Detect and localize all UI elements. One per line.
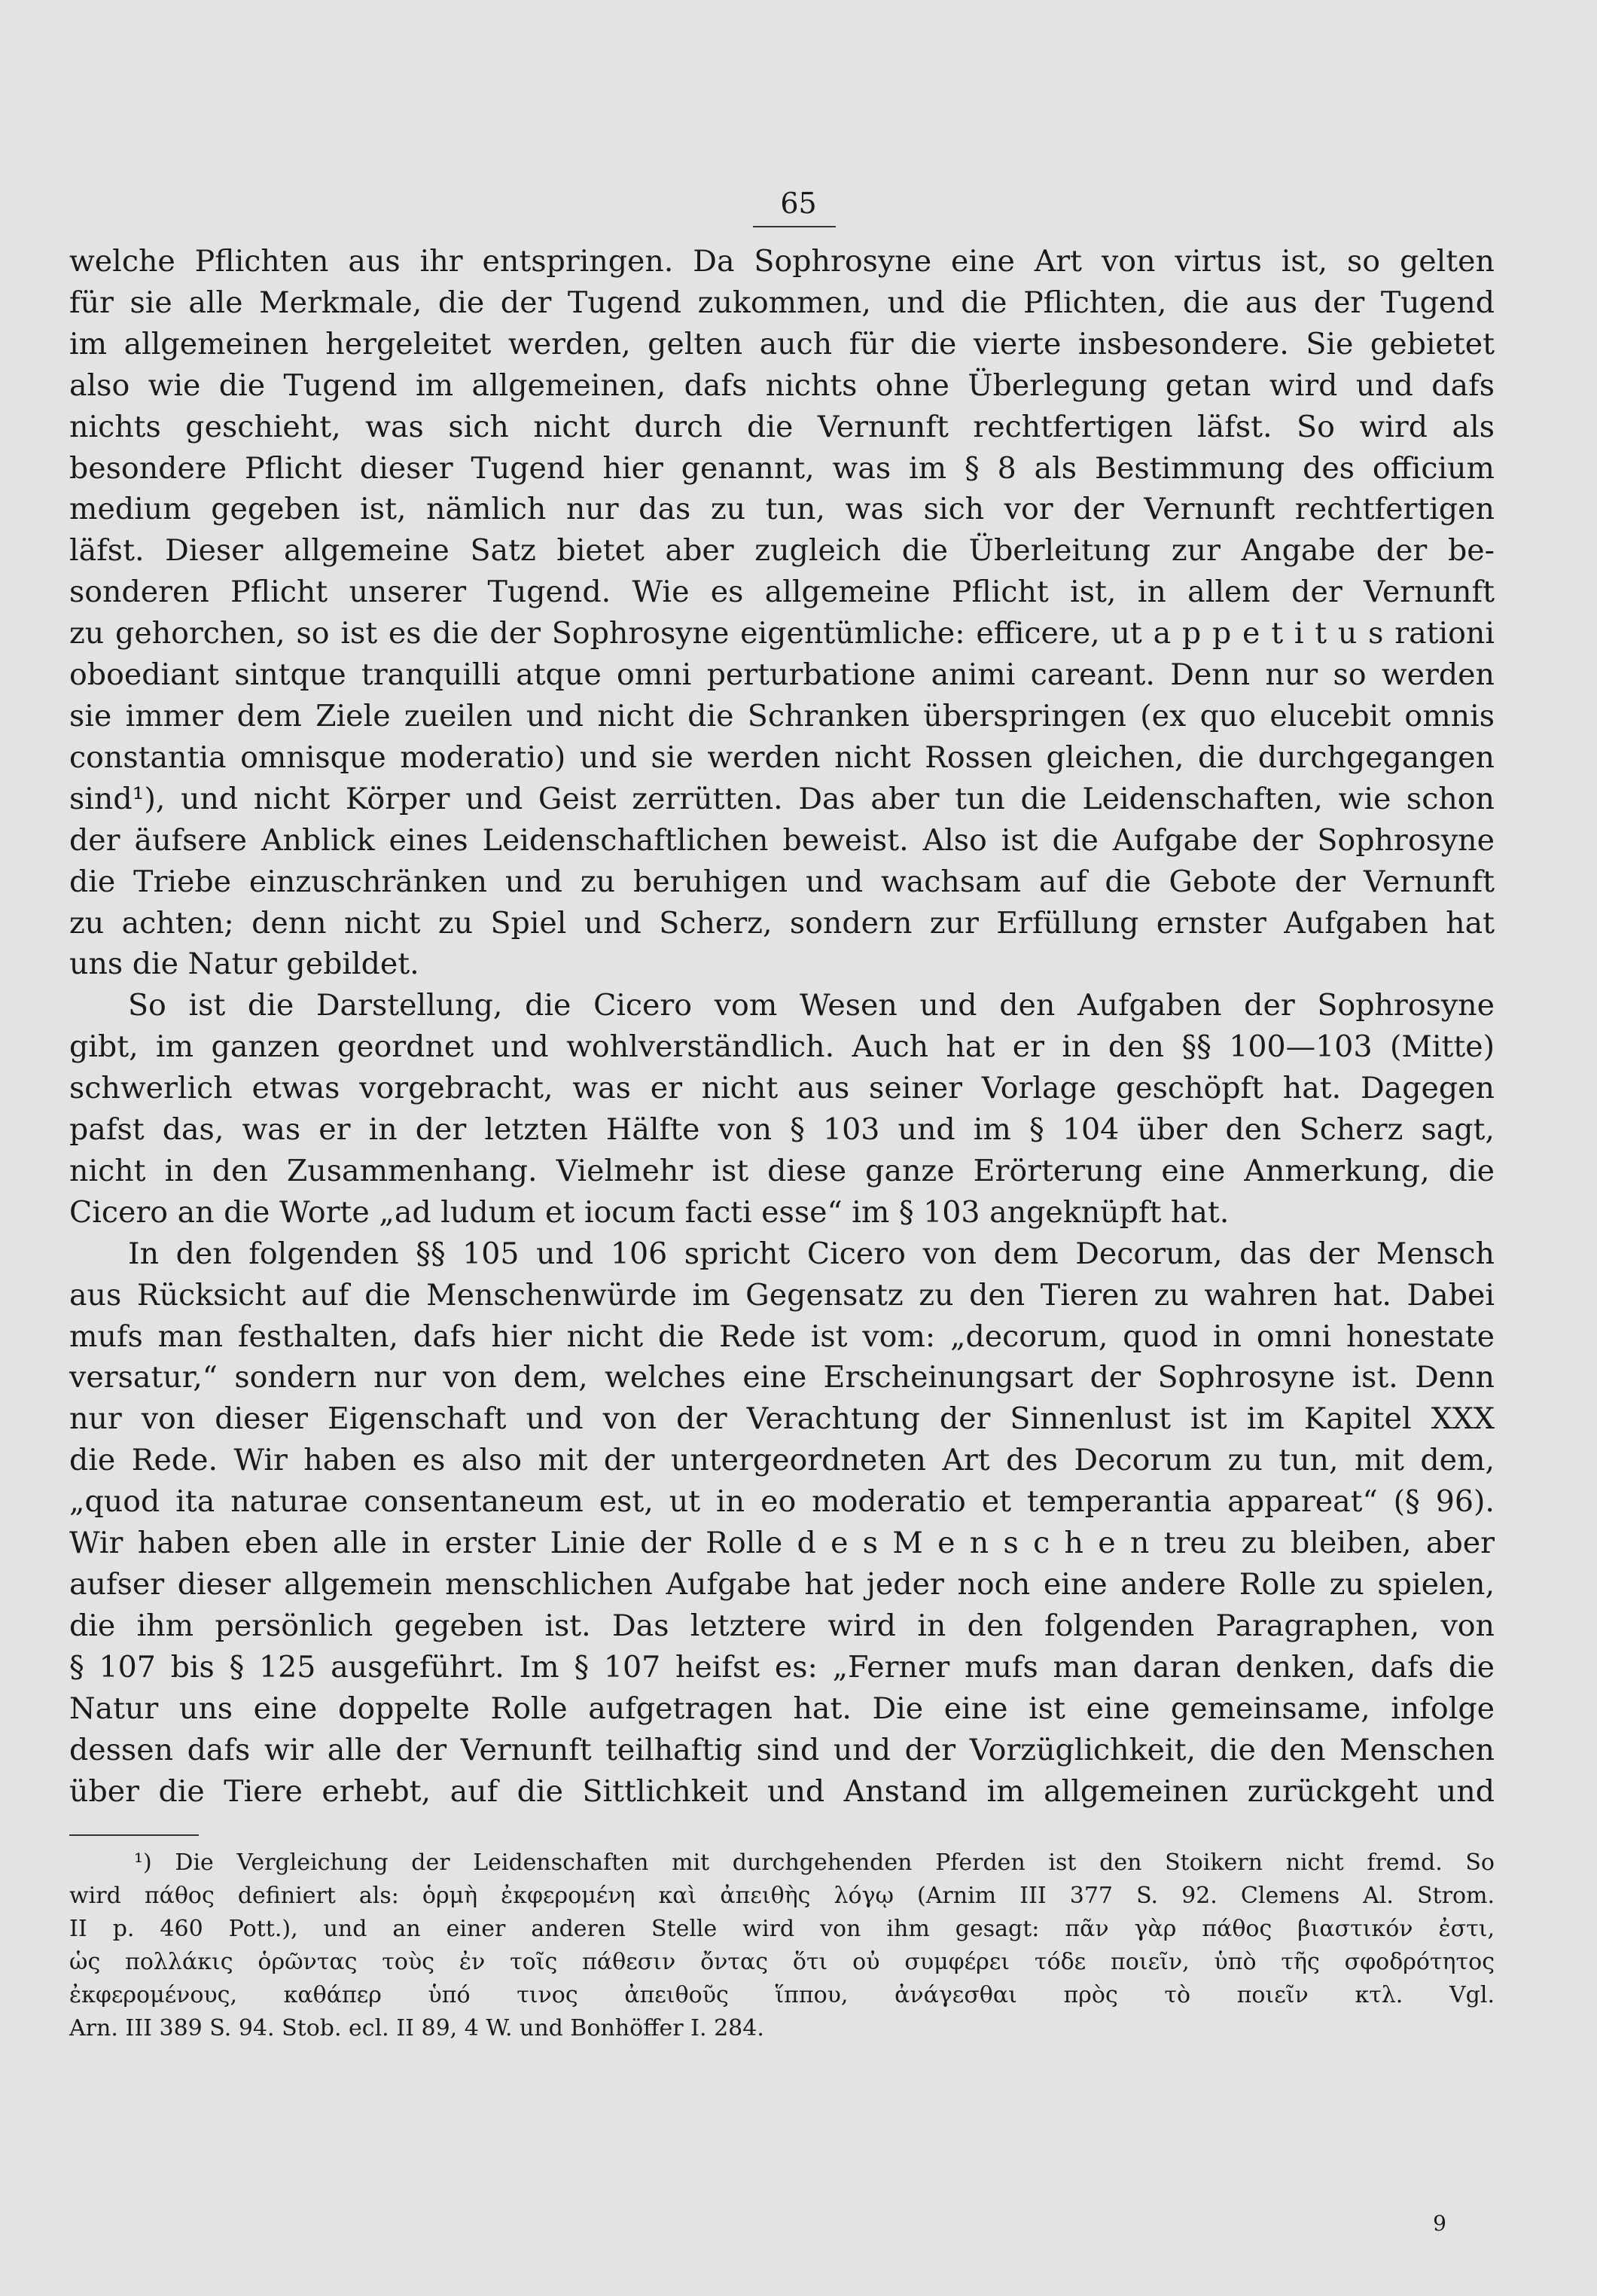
footnotes [69,1846,1495,2045]
text-line: besondere Pflicht dieser Tugend hier genannt, was im § 8 als Bestimmung des officium [69,450,1495,486]
text-line: zu achten; denn nicht zu Spiel und Scherz, sondern zur Erfüllung ernster Aufgaben hat [69,905,1495,941]
text-line: In den folgenden §§ 105 und 106 spricht Cicero von dem Decorum, das der Mensch [128,1236,1495,1271]
text-line: § 107 bis § 125 ausgeführt. Im § 107 heifst es: „Ferner mufs man daran denken, dafs die [69,1649,1495,1685]
text-line: Cicero an die Worte „ad ludum et iocum facti esse“ im § 103 angeknüpft hat. [69,1194,1230,1230]
text-line: Wir haben eben alle in erster Linie der Rolle d e s M e n s c h e n treu zu bleiben, aber [69,1526,1495,1561]
text-line: über die Tiere erhebt, auf die Sittlichkeit und Anstand im allgemeinen zurückgeht und [69,1773,1495,1809]
text-line: die Triebe einzuschränken und zu beruhigen und wachsam auf die Gebote der Vernunft [69,864,1495,899]
text-line: aus Rücksicht auf die Menschenwürde im Gegensatz zu den Tieren zu wahren hat. Dabei [69,1277,1495,1313]
text-line: sind¹), und nicht Körper und Geist zerrütten. Das aber tun die Leidenschaften, wie schon [69,781,1495,816]
text-line: nicht in den Zusammenhang. Vielmehr ist diese ganze Erörterung eine Anmerkung, die [69,1153,1495,1188]
text-line: die Rede. Wir haben es also mit der untergeordneten Art des Decorum zu tun, mit dem, [69,1443,1495,1478]
text-line: mufs man festhalten, dafs hier nicht die Rede ist vom: „decorum, quod in omni honestate [69,1319,1495,1354]
text-line: pafst das, was er in der letzten Hälfte von § 103 und im § 104 über den Scherz sagt, [69,1112,1495,1148]
text-line: die ihm persönlich gegeben ist. Das letztere wird in den folgenden Paragraphen, von [69,1608,1495,1643]
text-line: constantia omnisque moderatio) und sie werden nicht Rossen gleichen, die durchgegangen [69,739,1495,775]
footnote-line: wird πάθος definiert als: ὁρμὴ ἐκφερομένη καὶ ἀπειθὴς λόγῳ (Arnim III 377 S. 92. Clemens Al. Strom. [69,1883,1495,1909]
footnote-rule [69,1834,199,1836]
text-line: der äufsere Anblick eines Leidenschaftlichen beweist. Also ist die Aufgabe der Sophrosyne [69,822,1495,858]
footnote-line: ¹) Die Vergleichung der Leidenschaften mit durchgehenden Pferden ist den Stoikern nicht fremd. So [134,1849,1495,1876]
text-line: gibt, im ganzen geordnet und wohlverständlich. Auch hat er in den §§ 100—103 (Mitte) [69,1029,1495,1065]
text-line: im allgemeinen hergeleitet werden, gelten auch für die vierte insbesondere. Sie gebietet [69,326,1495,361]
footnote-line: II p. 460 Pott.), und an einer anderen Stelle wird von ihm gesagt: πᾶν γὰρ πάθος βιαστικόν ἐστι, [69,1916,1495,1942]
text-line: also wie die Tugend im allgemeinen, dafs nichts ohne Überlegung getan wird und dafs [69,367,1495,403]
footnote-line: ὡς πολλάκις ὁρῶντας τοὺς ἐν τοῖς πάθεσιν ὄντας ὅτι οὐ συμφέρει τόδε ποιεῖν, ὑπὸ τῆς σφοδρότητος [69,1949,1495,1975]
text-line: dessen dafs wir alle der Vernunft teilhaftig sind und der Vorzüglichkeit, die den Menschen [69,1732,1495,1767]
page-number: 65 [780,187,817,220]
text-line: schwerlich etwas vorgebracht, was er nicht aus seiner Vorlage geschöpft hat. Dagegen [69,1071,1495,1106]
main-text [69,241,1495,1812]
text-line: versatur,“ sondern nur von dem, welches eine Erscheinungsart der Sophrosyne ist. Denn [69,1360,1495,1395]
signature-mark: 9 [1433,2211,1446,2236]
text-line: sonderen Pflicht unserer Tugend. Wie es allgemeine Pflicht ist, in allem der Vernunft [69,575,1495,610]
text-line: oboediant sintque tranquilli atque omni perturbatione animi careant. Denn nur so werden [69,657,1495,693]
text-line: uns die Natur gebildet. [69,947,419,982]
text-line: für sie alle Merkmale, die der Tugend zukommen, und die Pflichten, die aus der Tugend [69,285,1495,320]
text-line: zu gehorchen, so ist es die der Sophrosyne eigentümliche: efficere, ut a p p e t i t u s rationi [69,616,1495,651]
text-line: sie immer dem Ziele zueilen und nicht die Schranken überspringen (ex quo elucebit omnis [69,698,1495,733]
text-line: läfst. Dieser allgemeine Satz bietet aber zugleich die Überleitung zur Angabe der be- [69,533,1495,569]
text-line: medium gegeben ist, nämlich nur das zu tun, was sich vor der Vernunft rechtfertigen [69,492,1495,527]
footnote-line: Arn. III 389 S. 94. Stob. ecl. II 89, 4 W. und Bonhöffer I. 284. [69,2015,764,2041]
text-line: nichts geschieht, was sich nicht durch die Vernunft rechtfertigen läfst. So wird als [69,409,1495,444]
text-line: Natur uns eine doppelte Rolle aufgetragen hat. Die eine ist eine gemeinsame, infolge [69,1691,1495,1726]
page-number-rule [753,226,836,227]
text-line: „quod ita naturae consentaneum est, ut in eo moderatio et temperantia appareat“ (§ 96). [69,1484,1495,1520]
text-line: So ist die Darstellung, die Cicero vom Wesen und den Aufgaben der Sophrosyne [128,988,1495,1023]
text-line: welche Pflichten aus ihr entspringen. Da Sophrosyne eine Art von virtus ist, so gelten [69,244,1495,279]
footnote-line: ἐκφερομένους, καθάπερ ὑπό τινος ἀπειθοῦς ἵππου, ἀνάγεσθαι πρὸς τὸ ποιεῖν κτλ. Vgl. [69,1982,1495,2008]
text-line: nur von dieser Eigenschaft und von der Verachtung der Sinnenlust ist im Kapitel XXX [69,1401,1495,1437]
text-line: aufser dieser allgemein menschlichen Aufgabe hat jeder noch eine andere Rolle zu spielen, [69,1567,1495,1602]
